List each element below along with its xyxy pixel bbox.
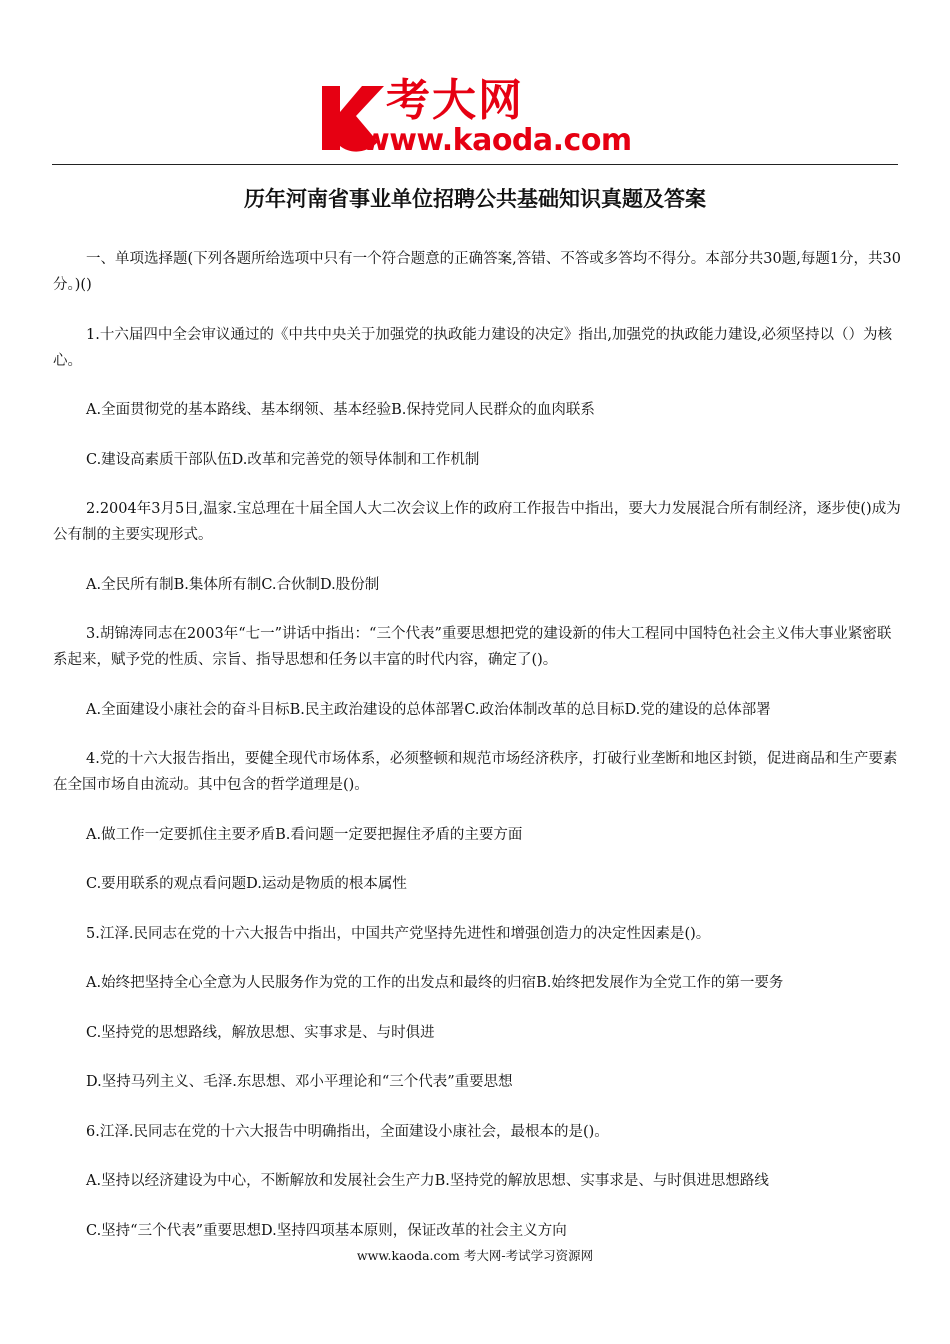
kaoda-logo xyxy=(316,75,646,160)
q3-options: A.全面建设小康社会的奋斗目标B.民主政治建设的总体部署C.政治体制改革的总目标D.党的建设的总体部署 xyxy=(86,701,771,718)
q2-options: A.全民所有制B.集体所有制C.合伙制D.股份制 xyxy=(86,576,380,593)
q1-options-cd: C.建设高素质干部队伍D.改革和完善党的领导体制和工作机制 xyxy=(86,451,480,468)
page-footer: www.kaoda.com 考大网-考试学习资源网 xyxy=(356,1248,594,1263)
question-1: 1.十六届四中全会审议通过的《中共中央关于加强党的执政能力建设的决定》指出,加强党的执政能力建设,必须坚持以（）为核心。 xyxy=(53,326,893,369)
page-title: 历年河南省事业单位招聘公共基础知识真题及答案 xyxy=(244,187,706,211)
q5-option-c: C.坚持党的思想路线，解放思想、实事求是、与时俱进 xyxy=(86,1024,435,1041)
question-3: 3.胡锦涛同志在2003年“七一”讲话中指出：“三个代表”重要思想把党的建设新的伟大工程同中国特色社会主义伟大事业紧密联系起来，赋予党的性质、宗旨、指导思想和任务以丰富的时代内容，确定了()。 xyxy=(53,626,892,668)
document-body xyxy=(53,246,905,1267)
q5-options-ab: A.始终把坚持全心全意为人民服务作为党的工作的出发点和最终的归宿B.始终把发展作为全党工作的第一要务 xyxy=(86,975,784,991)
q4-options-ab: A.做工作一定要抓住主要矛盾B.看问题一定要把握住矛盾的主要方面 xyxy=(86,826,523,843)
logo-chinese-name: 考大网 xyxy=(386,75,524,126)
question-5: 5.江泽.民同志在党的十六大报告中指出，中国共产党坚持先进性和增强创造力的决定性因素是()。 xyxy=(86,925,711,942)
question-2: 2.2004年3月5日,温家.宝总理在十届全国人大二次会议上作的政府工作报告中指出，要大力发展混合所有制经济，逐步使()成为公有制的主要实现形式。 xyxy=(53,501,901,543)
q6-options-cd: C.坚持“三个代表”重要思想D.坚持四项基本原则，保证改革的社会主义方向 xyxy=(86,1222,567,1239)
header-divider xyxy=(52,164,898,165)
logo-url: www.kaoda.com xyxy=(362,123,632,158)
q5-option-d: D.坚持马列主义、毛泽.东思想、邓小平理论和“三个代表”重要思想 xyxy=(86,1074,513,1090)
q4-options-cd: C.要用联系的观点看问题D.运动是物质的根本属性 xyxy=(86,876,407,892)
q6-options-ab: A.坚持以经济建设为中心，不断解放和发展社会生产力B.坚持党的解放思想、实事求是、与时俱进思想路线 xyxy=(86,1173,769,1189)
question-6: 6.江泽.民同志在党的十六大报告中明确指出，全面建设小康社会，最根本的是()。 xyxy=(86,1123,609,1140)
q1-options-ab: A.全面贯彻党的基本路线、基本纲领、基本经验B.保持党同人民群众的血肉联系 xyxy=(86,402,595,418)
question-4: 4.党的十六大报告指出，要健全现代市场体系，必须整顿和规范市场经济秩序，打破行业垄断和地区封锁，促进商品和生产要素在全国市场自由流动。其中包含的哲学道理是()。 xyxy=(53,751,898,793)
section-intro: 一、单项选择题(下列各题所给选项中只有一个符合题意的正确答案,答错、不答或多答均不得分。本部分共30题,每题1分，共30分。)() xyxy=(53,251,901,293)
